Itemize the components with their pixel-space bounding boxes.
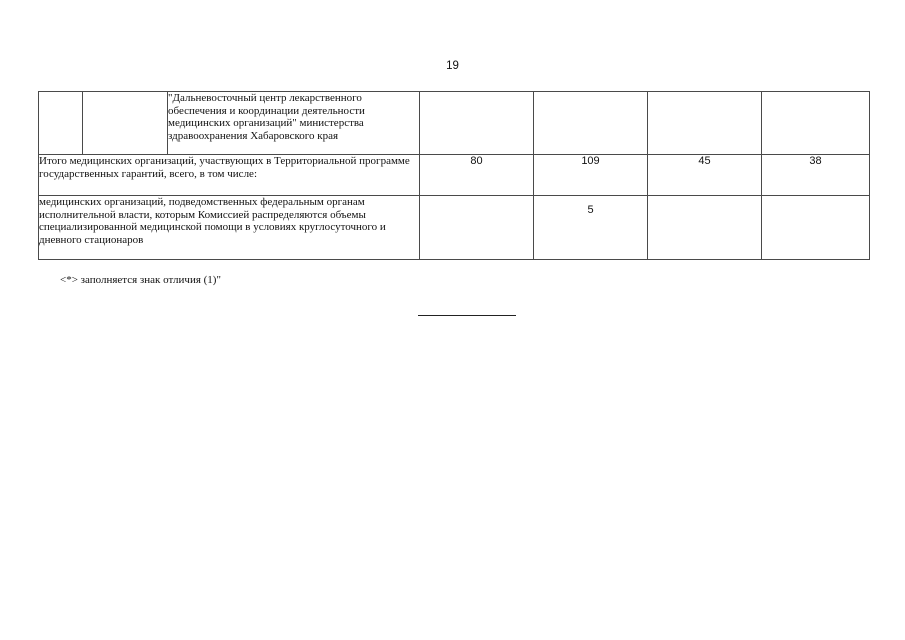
federal-label: медицинских организаций, подведомственных федеральным органам исполнительной власти, которым Комиссией распределяются объемы специализированной медицинской помощи в условиях круглосуточного и дневного стационаров — [39, 196, 420, 260]
total-value-1: 80 — [420, 155, 534, 196]
total-value-4: 38 — [762, 155, 870, 196]
footnote: <*> заполняется знак отличия (1)" — [60, 274, 221, 286]
federal-value-2: 5 — [534, 196, 648, 260]
separator-line — [418, 315, 516, 316]
cell-value-3 — [648, 92, 762, 155]
total-label: Итого медицинских организаций, участвующих в Территориальной программе государственных гарантий, всего, в том числе: — [39, 155, 420, 196]
federal-value-1 — [420, 196, 534, 260]
total-value-3: 45 — [648, 155, 762, 196]
cell-value-4 — [762, 92, 870, 155]
federal-value-3 — [648, 196, 762, 260]
cell-number — [39, 92, 83, 155]
total-value-2: 109 — [534, 155, 648, 196]
page-number: 19 — [446, 60, 459, 72]
cell-value-1 — [420, 92, 534, 155]
organization-name: "Дальневосточный центр лекарственного обеспечения и координации деятельности медицинских организаций" министерства здравоохранения Хабаровского края — [168, 92, 420, 155]
table-row-total — [39, 155, 870, 196]
table-row-organization — [39, 92, 870, 155]
table-row-federal — [39, 196, 870, 260]
cell-value-2 — [534, 92, 648, 155]
cell-code — [83, 92, 168, 155]
federal-value-4 — [762, 196, 870, 260]
organizations-table — [38, 91, 870, 260]
